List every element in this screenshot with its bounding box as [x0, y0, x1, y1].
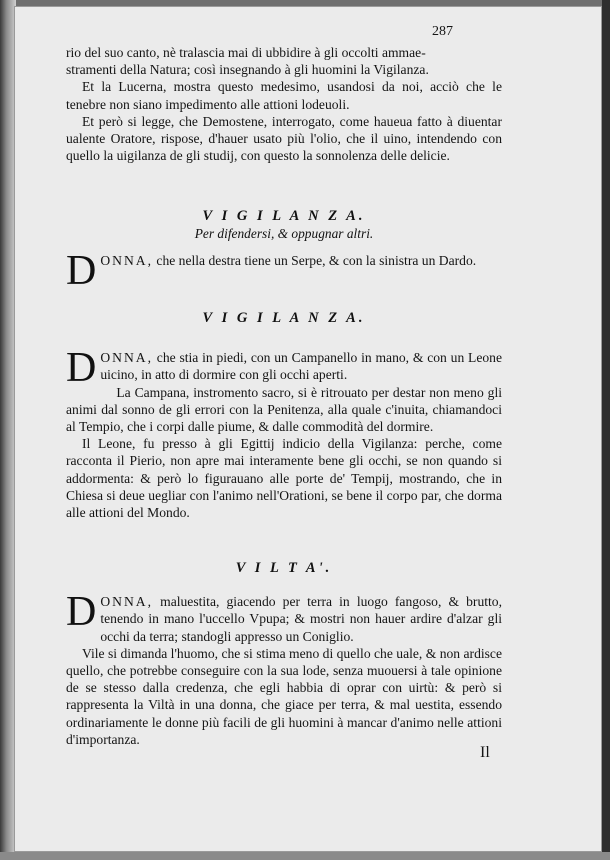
- section-vilta: [66, 560, 502, 748]
- section-title: V I G I L A N Z A.: [202, 310, 366, 326]
- line-2: stramenti della Natura; così insegnando à gli huomini la Vigilanza.: [66, 62, 429, 78]
- section-vigilanza-1: [66, 208, 502, 295]
- description-text: maluestita, giacendo per terra in luogo fangoso, & brutto, tenendo in mano l'uccello Vpupa; & mostri non hauer ardire d'alzar gli occhi da terra; standogli appresso un Coniglio.: [100, 594, 502, 644]
- description-paragraph: [66, 345, 502, 392]
- signature-mark: Il: [480, 744, 490, 761]
- text-block-top: [66, 44, 502, 164]
- drop-cap: D: [66, 589, 97, 636]
- demostene-paragraph: Et però si legge, che Demostene, interrogato, come haueua fatto à diuentar ualente Oratore, rispose, d'hauer usato più l'olio, che il uino, intendendo con quello la uigilanza de gli studij, con questo la sonnolenza delle delicie.: [66, 113, 502, 164]
- page-edge-bottom: [0, 852, 610, 860]
- section-title: V I G I L A N Z A.: [202, 208, 366, 224]
- description-paragraph: [66, 248, 502, 295]
- lead-word: ONNA,: [100, 594, 154, 610]
- leone-paragraph: Il Leone, fu presso à gli Egittij indicio della Vigilanza: perche, come racconta il Pierio, non apre mai interamente bene gli occhi, se non quando si addormenta: & però lo figurauano alle porte de' Tempij, mostrando, che in Chiesa si deue uegliar con l'animo nell'Orationi, se bene il corpo par, che dorma alle attioni del Mondo.: [66, 436, 502, 521]
- page-edge-right: [602, 0, 610, 860]
- description-paragraph: [66, 589, 502, 645]
- lead-word: ONNA,: [100, 253, 154, 269]
- section-title: V I L T A'.: [235, 560, 333, 576]
- line-1: rio del suo canto, nè tralascia mai di ubbidire à gli occolti ammae-: [66, 45, 426, 60]
- lead-word: ONNA,: [100, 350, 154, 366]
- campana-paragraph: La Campana, instromento sacro, si è ritrouato per destar non meno gli animi dal sonno de gli errori con la Penitenza, alla quale c'inuita, chiamandoci al Tempio, che i corpi dalle piume, & dalle commodità del dormire.: [66, 384, 502, 435]
- drop-cap: D: [66, 248, 97, 295]
- section-subtitle: Per difendersi, & oppugnar altri.: [194, 226, 374, 242]
- section-vigilanza-2: [66, 310, 502, 521]
- drop-cap: D: [66, 345, 97, 392]
- page-number: 287: [432, 24, 453, 39]
- description-text: che nella destra tiene un Serpe, & con la sinistra un Dardo.: [153, 253, 477, 269]
- description-text: che stia in piedi, con un Campanello in mano, & con un Leone uicino, in atto di dormire con gli occhi aperti.: [100, 350, 502, 383]
- lucerna-paragraph: Et la Lucerna, mostra questo medesimo, usandosi da noi, acciò che le tenebre non siano impedimento alle attioni lodeuoli.: [66, 79, 502, 112]
- vile-paragraph: Vile si dimanda l'huomo, che si stima meno di quello che uale, & non ardisce quello, che potrebbe conseguire con la sua lode, senza muouersi à tale opinione de se stesso dalla credenza, che egli habbia di oprar con uirtù: & però si rappresenta la Viltà in una donna, che giace per terra, & mal uestita, essendo ordinariamente le donne più facili de gli huomini à mancar d'animo nelle attioni d'importanza.: [66, 645, 502, 747]
